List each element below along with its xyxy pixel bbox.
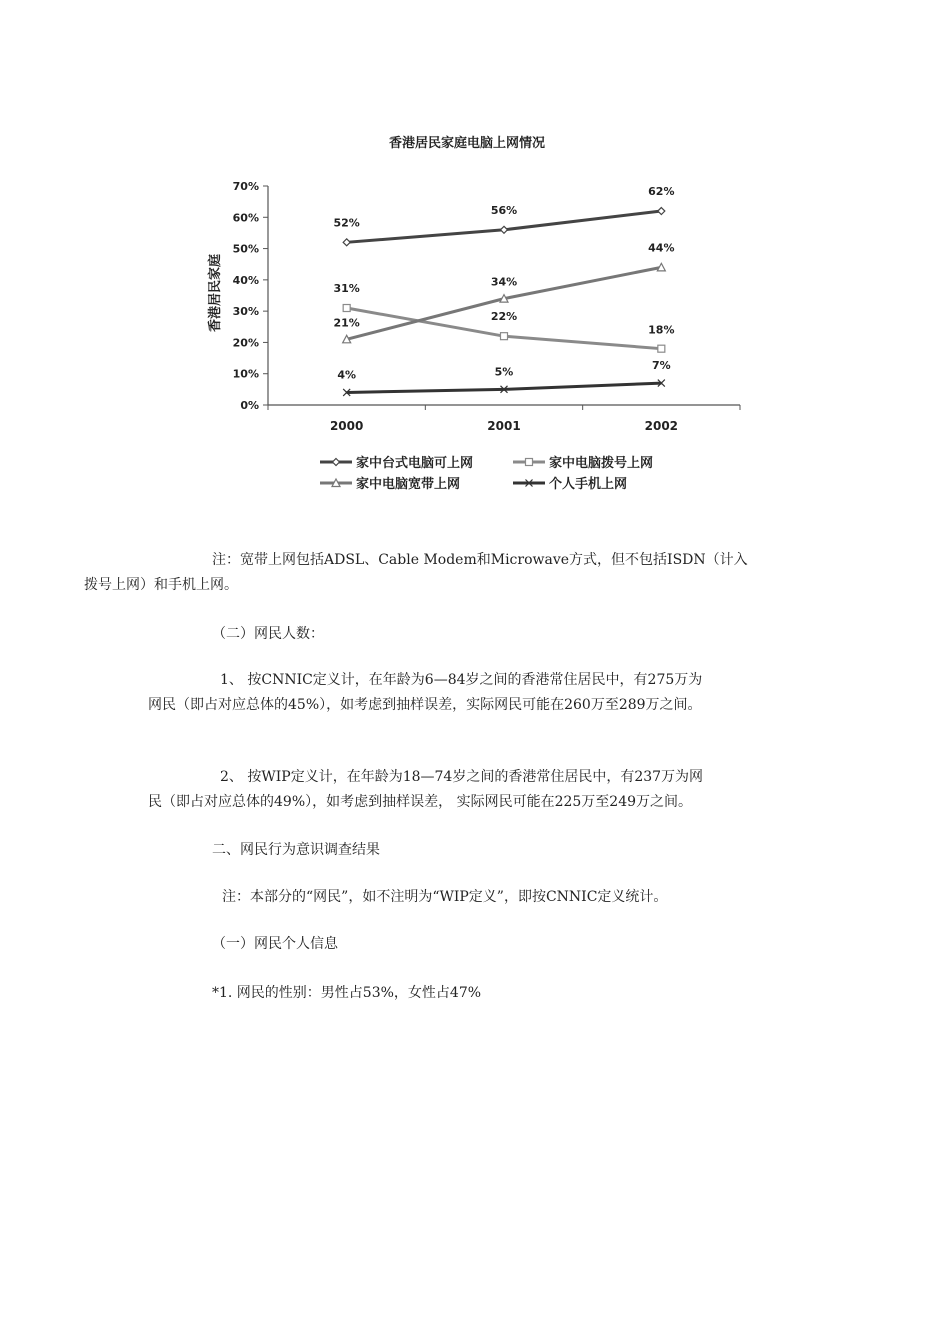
legend-swatch-marker — [526, 459, 533, 466]
data-point — [501, 333, 508, 340]
note-broadband — [84, 548, 808, 598]
chart-series — [333, 185, 674, 396]
item-wip-line2: 民（即占对应总体的49%），如考虑到抽样误差， 实际网民可能在225万至249万之间。 — [148, 794, 693, 810]
data-label: 62% — [648, 185, 675, 199]
item-cnnic-line1: 1、 按CNNIC定义计，在年龄为6—84岁之间的香港常住居民中，有275万为 — [220, 672, 703, 688]
series-2 — [333, 282, 674, 352]
item-wip-line1: 2、 按WIP定义计，在年龄为18—74岁之间的香港常住居民中，有237万为网 — [220, 769, 704, 785]
note-broadband-line2: 拨号上网）和手机上网。 — [84, 577, 238, 593]
x-tick-label: 2001 — [487, 419, 521, 433]
data-point — [343, 239, 350, 246]
y-tick-label: 40% — [232, 273, 259, 287]
series-3 — [333, 241, 674, 342]
y-tick-label: 70% — [232, 180, 259, 193]
data-label: 44% — [648, 241, 675, 255]
data-label: 21% — [333, 316, 360, 330]
note-netizen-definition: 注：本部分的“网民”，如不注明为“WIP定义”，即按CNNIC定义统计。 — [222, 889, 668, 905]
series-line — [347, 383, 662, 392]
series-4 — [337, 359, 670, 396]
y-tick-label: 20% — [232, 336, 259, 350]
chart-legend — [320, 455, 653, 492]
data-label: 4% — [337, 368, 357, 382]
data-point — [658, 208, 665, 215]
series-1 — [333, 185, 674, 246]
legend-item — [320, 455, 473, 471]
y-tick-label: 60% — [232, 211, 259, 225]
y-axis-label: 香港居民家庭 — [208, 253, 223, 333]
y-tick-label: 30% — [232, 305, 259, 319]
data-label: 31% — [333, 282, 360, 296]
data-point — [658, 345, 665, 352]
heading-personal-info: （一）网民个人信息 — [212, 936, 338, 952]
heading-netizen-count: （二）网民人数： — [212, 626, 324, 642]
y-tick-label: 50% — [232, 242, 259, 256]
data-point — [343, 305, 350, 312]
legend-swatch-marker — [333, 459, 340, 466]
legend-item — [513, 476, 627, 492]
data-label: 18% — [648, 323, 675, 337]
legend-label: 家中台式电脑可上网 — [356, 456, 474, 471]
data-label: 7% — [651, 359, 671, 373]
legend-label: 家中电脑拨号上网 — [549, 456, 654, 471]
legend-item — [320, 476, 460, 492]
x-tick-labels — [330, 419, 678, 433]
section-survey-results: 二、网民行为意识调查结果 — [212, 842, 380, 858]
data-label: 34% — [490, 275, 518, 289]
internet-usage-line-chart — [195, 125, 755, 505]
data-label: 56% — [490, 203, 518, 217]
legend-label: 家中电脑宽带上网 — [356, 477, 461, 492]
chart-title: 香港居民家庭电脑上网情况 — [388, 136, 546, 151]
y-tick-labels — [233, 180, 259, 412]
item-wip-definition — [148, 765, 808, 815]
item-cnnic-definition — [148, 668, 808, 718]
data-label: 52% — [333, 216, 360, 230]
data-label: 22% — [490, 310, 518, 324]
y-tick-label: 0% — [240, 399, 259, 412]
legend-label: 个人手机上网 — [549, 477, 628, 492]
item-gender: *1. 网民的性别：男性占53%，女性占47% — [212, 985, 482, 1001]
data-label: 5% — [494, 365, 514, 379]
y-tick-label: 10% — [232, 367, 259, 381]
x-tick-label: 2002 — [644, 419, 679, 433]
note-broadband-line1: 注：宽带上网包括ADSL、Cable Modem和Microwave方式，但不包括ISDN（计入 — [212, 552, 748, 568]
x-tick-label: 2000 — [329, 419, 364, 433]
legend-item — [513, 455, 653, 471]
item-cnnic-line2: 网民（即占对应总体的45%），如考虑到抽样误差，实际网民可能在260万至289万之间。 — [148, 697, 702, 713]
data-point — [501, 226, 508, 233]
